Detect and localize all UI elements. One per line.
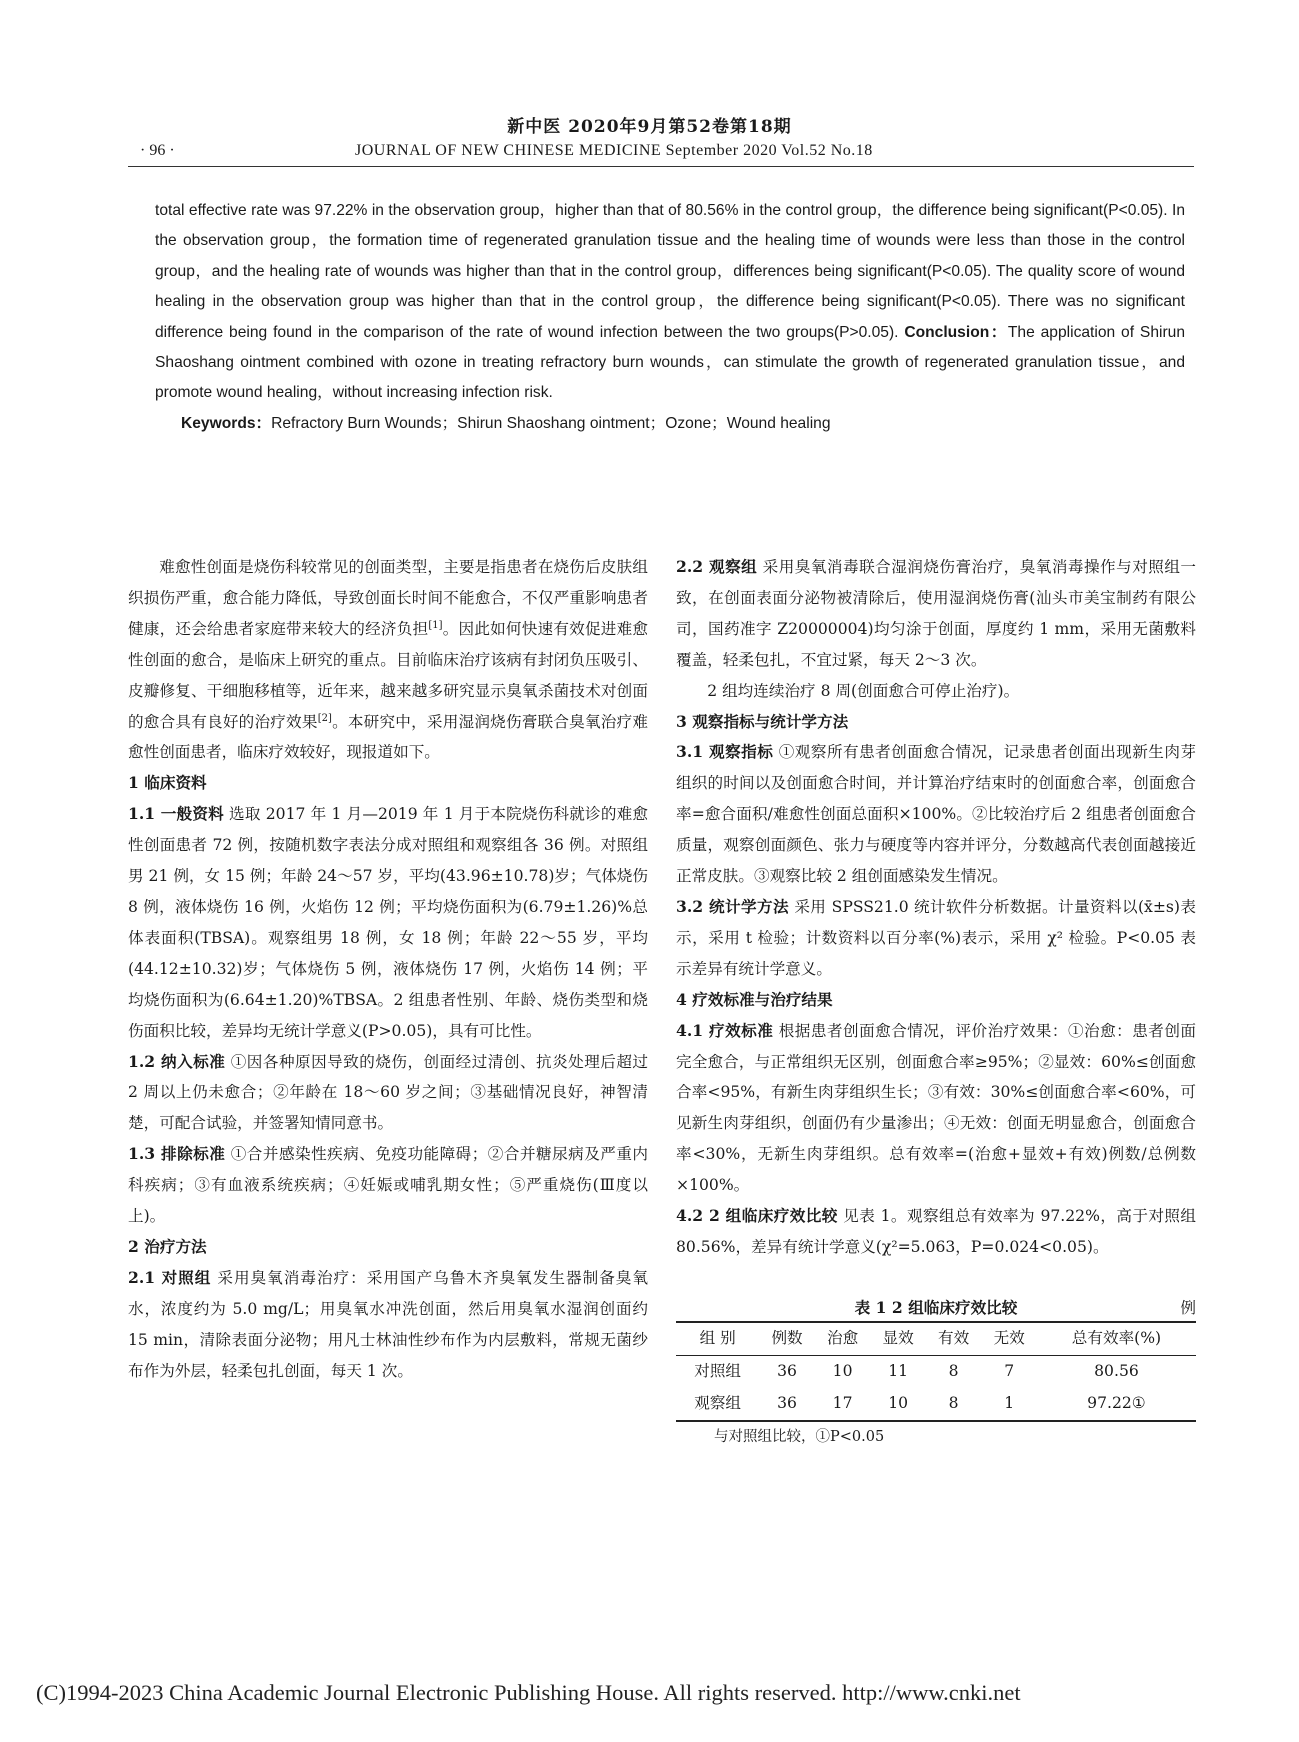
journal-title-english: JOURNAL OF NEW CHINESE MEDICINE September 2020 Vol.52 No.18 [355, 142, 873, 159]
keywords-label: Keywords： [181, 414, 272, 432]
conclusion-label: Conclusion： [904, 323, 1008, 341]
section-4-2-title: 4.2 2 组临床疗效比较 [676, 1206, 838, 1226]
table-cell: 97.22① [1087, 1394, 1146, 1413]
section-3-2-title: 3.2 统计学方法 [676, 896, 789, 916]
table-header-cell: 组 别 [676, 1322, 759, 1356]
journal-title-chinese: 新中医 2020年9月第52卷第18期 [507, 117, 792, 137]
table-cell: 11 [888, 1362, 909, 1381]
table-header-cell: 总有效率(%) [1037, 1322, 1196, 1356]
table-cell: 观察组 [694, 1394, 742, 1413]
introduction-paragraph [128, 552, 648, 768]
table-header-cell: 例数 [759, 1322, 815, 1356]
section-1-3 [128, 1139, 648, 1232]
table-cell: 36 [777, 1362, 797, 1381]
table-cell: 10 [832, 1362, 853, 1381]
page-number: · 96 · [140, 142, 175, 159]
table-cell: 1 [1004, 1394, 1015, 1413]
table-header-cell: 治愈 [815, 1322, 871, 1356]
section-3-1-text: ①观察所有患者创面愈合情况，记录患者创面出现新生肉芽组织的时间以及创面愈合时间，并计算治疗结束时的创面愈合率，创面愈合率=愈合面积/难愈性创面总面积×100%。②比较治疗后 2 组患者创面愈合质量，观察创面颜色、张力与硬度等内容并评分，分数越高代表创面越接近正常皮肤。③观察比较 2 组创面感染发生情况。 [676, 743, 1196, 886]
section-3-1 [676, 737, 1196, 892]
left-column [128, 552, 648, 1386]
reference-1[interactable]: [1] [428, 619, 443, 631]
section-3-2-text: 采用 SPSS21.0 统计软件分析数据。计量资料以(x̄±s)表示，采用 t 检验；计数资料以百分率(%)表示，采用 χ² 检验。P<0.05 表示差异有统计学意义。 [676, 897, 1196, 978]
english-abstract [155, 196, 1185, 439]
abstract-results: total effective rate was 97.22% in the observation group，higher than that of 80.56% in the control group，the difference being significant(P<0.05). In the observation group，the formation time of regenerated granulation tissue and the healing time of wounds were less than those in the control group，and the healing rate of wounds was higher than that in the control group，differences being significant(P<0.05). The quality score of wound healing in the observation group was higher than that in the control group，the difference being significant(P<0.05). There was no significant difference being found in the comparison of the rate of wound infection between the two groups(P>0.05). [155, 202, 1185, 341]
abstract-paragraph [155, 196, 1185, 409]
table-cell: 对照组 [694, 1362, 742, 1381]
conclusion-text: The application of Shirun Shaoshang ointment combined with ozone in treating refractory burn wounds，can stimulate the growth of regenerated granulation tissue，and promote wound healing，without increasing infection risk. [155, 323, 1186, 402]
section-2-2-title: 2.2 观察组 [676, 557, 758, 576]
intro-text-a: 难愈性创面是烧伤科较常见的创面类型，主要是指患者在烧伤后皮肤组织损伤严重，愈合能力降低，导致创面长时间不能愈合，不仅严重影响患者健康，还会给患者家庭带来较大的经济负担 [128, 558, 648, 638]
section-1-1 [128, 799, 648, 1046]
intro-text-c: 。本研究中，采用湿润烧伤膏联合臭氧治疗难愈性创面患者，临床疗效较好，现报道如下。 [128, 712, 648, 762]
section-4-1-title: 4.1 疗效标准 [676, 1020, 774, 1040]
section-2-1 [128, 1263, 648, 1387]
table-row [676, 1355, 1196, 1388]
table-cell: 7 [1004, 1362, 1015, 1381]
table-title [676, 1293, 1196, 1321]
table-row [676, 1388, 1196, 1421]
table-cell: 8 [948, 1394, 959, 1413]
keywords-line [155, 409, 1185, 439]
copyright-footer: (C)1994-2023 China Academic Journal Electronic Publishing House. All rights reserved. http://www.cnki.net [36, 1680, 1021, 1705]
table-cell: 8 [948, 1362, 959, 1381]
section-1-1-text: 选取 2017 年 1 月—2019 年 1 月于本院烧伤科就诊的难愈性创面患者 72 例，按随机数字表法分成对照组和观察组各 36 例。对照组男 21 例，女 15 例；年龄 24～57 岁，平均(43.96±10.78)岁；气体烧伤 8 例，液体烧伤 16 例，火焰伤 12 例；平均烧伤面积为(6.79±1.26)%总体表面积(TBSA)。观察组男 18 例，女 18 例；年龄 22～55 岁，平均(44.12±10.32)岁；气体烧伤 5 例，液体烧伤 17 例，火焰伤 14 例；平均烧伤面积为(6.64±1.20)%TBSA。2 组患者性别、年龄、烧伤类型和烧伤面积比较，差异均无统计学意义(P>0.05)，具有可比性。 [128, 805, 648, 1040]
section-3-heading: 3 观察指标与统计学方法 [676, 711, 849, 731]
section-3-1-title: 3.1 观察指标 [676, 742, 774, 762]
header-rule [128, 166, 1194, 167]
section-4-heading: 4 疗效标准与治疗结果 [676, 989, 833, 1009]
table-1 [676, 1293, 1196, 1450]
reference-2[interactable]: [2] [317, 712, 332, 724]
keywords-text: Refractory Burn Wounds；Shirun Shaoshang ointment；Ozone；Wound healing [271, 414, 831, 432]
section-2-2-text: 采用臭氧消毒联合湿润烧伤膏治疗，臭氧消毒操作与对照组一致，在创面表面分泌物被清除后，使用湿润烧伤膏(汕头市美宝制药有限公司，国药准字 Z20000004)均匀涂于创面，厚度约 1 mm，采用无菌敷料覆盖，轻柔包扎，不宜过紧，每天 2～3 次。 [676, 558, 1196, 669]
section-1-2-title: 1.2 纳入标准 [128, 1051, 226, 1071]
table-title-text: 表 1 2 组临床疗效比较 [854, 1297, 1018, 1317]
table-cell: 80.56 [1094, 1362, 1139, 1381]
section-4-1-text: 根据患者创面愈合情况，评价治疗效果：①治愈：患者创面完全愈合，与正常组织无区别，创面愈合率≥95%；②显效：60%≤创面愈合率<95%，有新生肉芽组织生长；③有效：30%≤创面愈合率<60%，可见新生肉芽组织，创面仍有少量渗出；④无效：创面无明显愈合，创面愈合率<30%，无新生肉芽组织。总有效率=(治愈+显效+有效)例数/总例数×100%。 [676, 1021, 1196, 1195]
right-column [676, 552, 1196, 1450]
table-unit: 例 [1180, 1298, 1196, 1317]
section-1-3-title: 1.3 排除标准 [128, 1144, 226, 1164]
section-2-1-title: 2.1 对照组 [128, 1267, 212, 1287]
table-cell: 17 [832, 1394, 853, 1413]
treatment-duration: 2 组均连续治疗 8 周(创面愈合可停止治疗)。 [707, 681, 1020, 700]
efficacy-table [676, 1321, 1196, 1422]
section-1-2 [128, 1047, 648, 1140]
section-2-2 [676, 552, 1196, 676]
table-header-cell: 显效 [870, 1322, 926, 1356]
intro-text-b: 。因此如何快速有效促进难愈性创面的愈合，是临床上研究的重点。目前临床治疗该病有封闭负压吸引、皮瓣修复、干细胞移植等，近年来，越来越多研究显示臭氧杀菌技术对创面的愈合具有良好的治疗效果 [128, 619, 648, 731]
section-1-3-text: ①合并感染性疾病、免疫功能障碍；②合并糖尿病及严重内科疾病；③有血液系统疾病；④妊娠或哺乳期女性；⑤严重烧伤(Ⅲ度以上)。 [128, 1145, 648, 1226]
section-4-2 [676, 1201, 1196, 1263]
section-4-2-text: 见表 1。观察组总有效率为 97.22%，高于对照组 80.56%，差异有统计学意义(χ²=5.063，P=0.024<0.05)。 [676, 1207, 1196, 1256]
section-3-2 [676, 892, 1196, 985]
section-1-1-title: 1.1 一般资料 [128, 804, 224, 824]
table-header-row [676, 1322, 1196, 1356]
section-2-heading: 2 治疗方法 [128, 1236, 207, 1256]
section-1-2-text: ①因各种原因导致的烧伤，创面经过清创、抗炎处理后超过 2 周以上仍未愈合；②年龄在 18～60 岁之间；③基础情况良好，神智清楚，可配合试验，并签署知情同意书。 [128, 1052, 648, 1133]
table-cell: 36 [777, 1394, 797, 1413]
section-4-1 [676, 1016, 1196, 1201]
section-2-1-text: 采用臭氧消毒治疗：采用国产乌鲁木齐臭氧发生器制备臭氧水，浓度约为 5.0 mg/L；用臭氧水冲洗创面，然后用臭氧水湿润创面约 15 min，清除表面分泌物；用凡士林油性纱布作为内层敷料，常规无菌纱布作为外层，轻柔包扎创面，每天 1 次。 [128, 1268, 648, 1380]
table-note: 与对照组比较，①P<0.05 [714, 1428, 885, 1445]
table-cell: 10 [888, 1394, 909, 1413]
section-1-heading: 1 临床资料 [128, 773, 207, 793]
table-header-cell: 无效 [981, 1322, 1037, 1356]
table-header-cell: 有效 [926, 1322, 982, 1356]
